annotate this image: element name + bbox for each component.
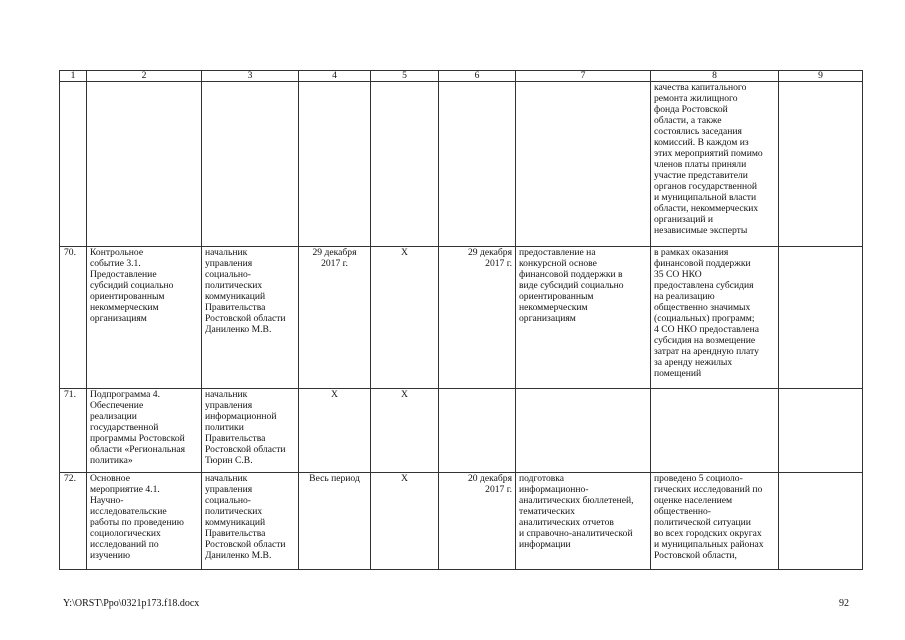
header-cell: 4 — [299, 71, 371, 82]
start-date-cell: X — [299, 389, 371, 473]
plan-date-cell: 20 декабря 2017 г. — [439, 473, 516, 570]
event-name-cell — [87, 82, 202, 247]
start-date-cell: 29 декабря 2017 г. — [299, 247, 371, 389]
note-cell — [779, 389, 863, 473]
end-date-cell: X — [371, 389, 439, 473]
header-cell: 5 — [371, 71, 439, 82]
table-row — [60, 247, 863, 389]
end-date-cell — [371, 82, 439, 247]
start-date-cell — [299, 82, 371, 247]
header-cell: 2 — [87, 71, 202, 82]
note-cell — [779, 247, 863, 389]
actual-result-cell: в рамках оказания финансовой поддержки 35 СО НКО предоставлена субсидия на реализацию общественно значимых (социальных) программ; 4 СО НКО предоставлена субсидия на возмещение затрат на арендную плату за аренду нежилых помещений — [651, 247, 779, 389]
row-number-cell — [60, 82, 87, 247]
actual-result-cell: проведено 5 социоло- гических исследований по оценке населением общественно- политической ситуации во всех городских округах и муниципальных районах Ростовской области, — [651, 473, 779, 570]
report-table — [59, 70, 863, 570]
actual-result-cell: качества капитального ремонта жилищного фонда Ростовской области, а также состоялись заседания комиссий. В каждом из этих мероприятий помимо членов платы приняли участие представители органов государственной и муниципальной власти области, некоммерческих организаций и независимые эксперты — [651, 82, 779, 247]
end-date-cell: X — [371, 247, 439, 389]
note-cell — [779, 473, 863, 570]
header-cell: 1 — [60, 71, 87, 82]
actual-result-cell — [651, 389, 779, 473]
header-row — [60, 71, 863, 82]
end-date-cell: X — [371, 473, 439, 570]
table-row — [60, 473, 863, 570]
footer-file-path: Y:\ORST\Ppo\0321p173.f18.docx — [63, 598, 200, 609]
expected-result-cell — [516, 389, 651, 473]
plan-date-cell — [439, 82, 516, 247]
table-row — [60, 389, 863, 473]
plan-date-cell — [439, 389, 516, 473]
header-cell: 7 — [516, 71, 651, 82]
header-cell: 6 — [439, 71, 516, 82]
row-number-cell: 70. — [60, 247, 87, 389]
page-number: 92 — [839, 598, 849, 609]
start-date-cell: Весь период — [299, 473, 371, 570]
expected-result-cell: предоставление на конкурсной основе финансовой поддержки в виде субсидий социально ориентированным некоммерческим организациям — [516, 247, 651, 389]
table-row — [60, 82, 863, 247]
header-cell: 9 — [779, 71, 863, 82]
note-cell — [779, 82, 863, 247]
responsible-cell: начальник управления социально- политических коммуникаций Правительства Ростовской области Даниленко М.В. — [202, 247, 299, 389]
row-number-cell: 71. — [60, 389, 87, 473]
event-name-cell: Основное мероприятие 4.1. Научно- исследовательские работы по проведению социологических исследований по изучению — [87, 473, 202, 570]
expected-result-cell: подготовка информационно- аналитических бюллетеней, тематических аналитических отчетов и справочно-аналитической информации — [516, 473, 651, 570]
responsible-cell: начальник управления информационной политики Правительства Ростовской области Тюрин С.В. — [202, 389, 299, 473]
responsible-cell — [202, 82, 299, 247]
event-name-cell: Подпрограмма 4. Обеспечение реализации государственной программы Ростовской области «Региональная политика» — [87, 389, 202, 473]
header-cell: 8 — [651, 71, 779, 82]
responsible-cell: начальник управления социально- политических коммуникаций Правительства Ростовской области Даниленко М.В. — [202, 473, 299, 570]
expected-result-cell — [516, 82, 651, 247]
row-number-cell: 72. — [60, 473, 87, 570]
header-cell: 3 — [202, 71, 299, 82]
plan-date-cell: 29 декабря 2017 г. — [439, 247, 516, 389]
event-name-cell: Контрольное событие 3.1. Предоставление субсидий социально ориентированным некоммерческим организациям — [87, 247, 202, 389]
